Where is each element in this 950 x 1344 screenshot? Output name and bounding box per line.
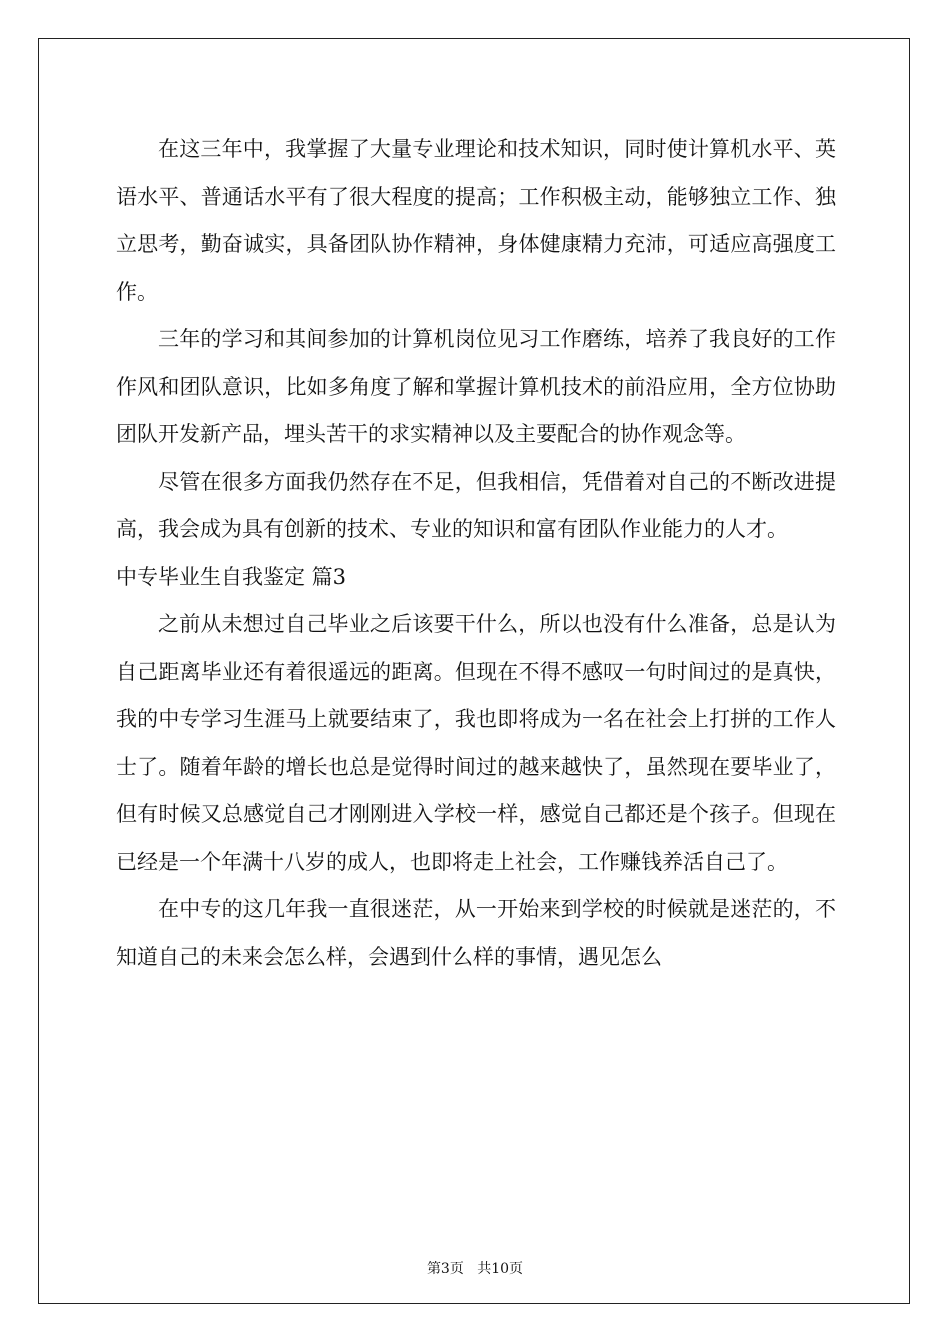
paragraph-4: 之前从未想过自己毕业之后该要干什么，所以也没有什么准备，总是认为自己距离毕业还有着很遥远的距离。但现在不得不感叹一句时间过的是真快，我的中专学习生涯马上就要结束了，我也即将成为一名在社会上打拼的工作人士了。随着年龄的增长也总是觉得时间过的越来越快了，虽然现在要毕业了，但有时候又总感觉自己才刚刚进入学校一样，感觉自己都还是个孩子。但现在已经是一个年满十八岁的成人，也即将走上社会，工作赚钱养活自己了。 [116, 612, 836, 874]
paragraph-2: 三年的学习和其间参加的计算机岗位见习工作磨练，培养了我良好的工作作风和团队意识，比如多角度了解和掌握计算机技术的前沿应用，全方位协助团队开发新产品，埋头苦干的求实精神以及主要配合的协作观念等。 [116, 327, 836, 446]
paragraph-3: 尽管在很多方面我仍然存在不足，但我相信，凭借着对自己的不断改进提高，我会成为具有创新的技术、专业的知识和富有团队作业能力的人才。 [116, 469, 836, 541]
page-number: 第3页 [426, 1261, 464, 1277]
total-pages: 共10页 [477, 1261, 524, 1277]
paragraph-5: 在中专的这几年我一直很迷茫，从一开始来到学校的时候就是迷茫的，不知道自己的未来会怎么样，会遇到什么样的事情，遇见怎么 [116, 897, 836, 969]
page-footer [0, 1258, 950, 1278]
paragraph-1: 在这三年中，我掌握了大量专业理论和技术知识，同时使计算机水平、英语水平、普通话水平有了很大程度的提高；工作积极主动，能够独立工作、独立思考，勤奋诚实，具备团队协作精神，身体健康精力充沛，可适应高强度工作。 [116, 137, 836, 304]
document-body [116, 126, 836, 981]
section-heading: 中专毕业生自我鉴定 篇3 [116, 564, 347, 589]
